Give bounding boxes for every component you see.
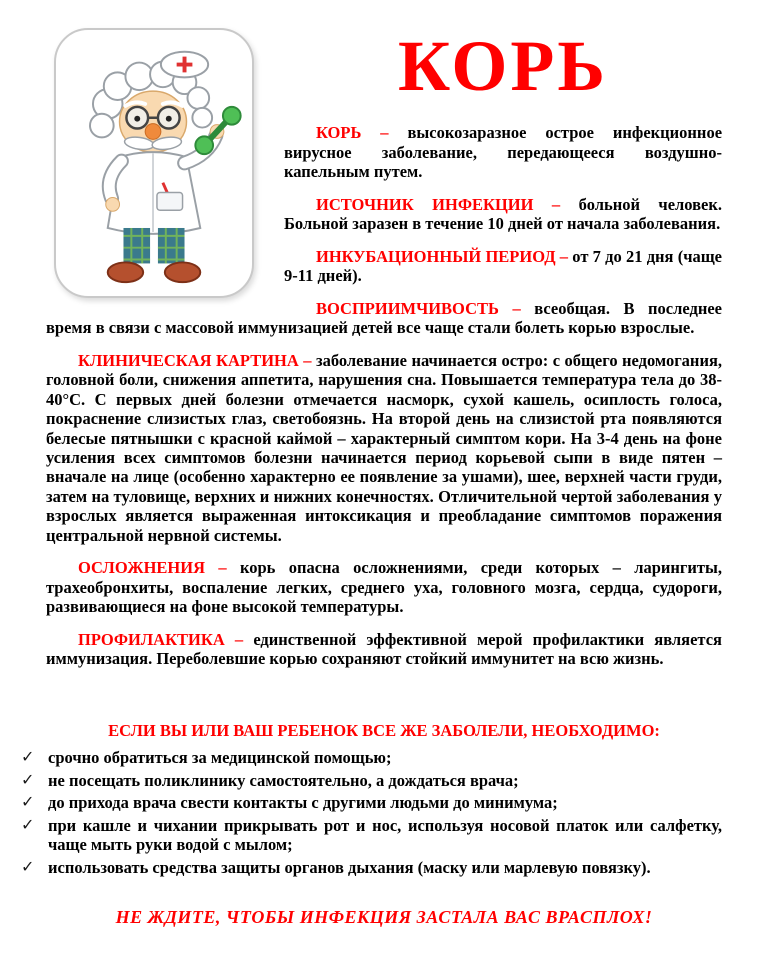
section-complications-lead: ОСЛОЖНЕНИЯ –	[78, 558, 227, 578]
check-icon: ✓	[21, 814, 35, 834]
section-complications	[46, 558, 722, 616]
checklist-item	[21, 856, 722, 877]
doctor-shoes	[108, 262, 201, 282]
checklist-item-label: срочно обратиться за медицинской помощью;	[48, 748, 392, 768]
checklist-item	[21, 769, 722, 790]
section-incubation-body: от 7 до 21 дня (чаще 9-11 дней).	[284, 246, 723, 286]
check-icon: ✓	[21, 792, 35, 812]
checklist-item-label: до прихода врача свести контакты с другими людьми до минимума;	[48, 793, 558, 813]
section-prevention-body: единственной эффективной мерой профилактики является иммунизация. Переболевшие корью сохраняют стойкий иммунитет на всю жизнь.	[46, 629, 722, 669]
check-icon: ✓	[21, 856, 35, 876]
section-source-lead: ИСТОЧНИК ИНФЕКЦИИ –	[316, 194, 561, 214]
section-clinical-picture-body: заболевание начинается остро: с общего недомогания, головной боли, снижения аппетита, нарушения сна. Повышается температура тела до 38-40°С. С первых дней болезни отмечается насморк, сухой кашель, осиплость голоса, покраснение слизистых глаз, светобоязнь. На второй день на слизистой рта появляются белесые пятнышки с красной каймой – характерный симптом кори. На 3-4 день на фоне усиления всех симптомов болезни начинается период корьевой сыпи в виде пятен – вначале на лице (особенно характерно ее появление за ушами), шее, верхней части груди, затем на туловище, верхних и нижних конечностях. Отличительной чертой заболевания у взрослых является выраженная интоксикация и преобладание симптомов поражения центральной нервной системы.	[46, 350, 722, 545]
advice-checklist	[21, 747, 722, 877]
checklist-item-label: использовать средства защиты органов дыхания (маску или марлевую повязку).	[48, 857, 651, 877]
section-susceptibility-lead: ВОСПРИИМЧИВОСТЬ –	[316, 298, 521, 318]
section-complications-body: корь опасна осложнениями, среди которых – ларингиты, трахеобронхиты, воспаление легких, среднего уха, головного мозга, сердца, судороги, развивающиеся на фоне высокой температуры.	[46, 558, 723, 617]
section-incubation-lead: ИНКУБАЦИОННЫЙ ПЕРИОД –	[316, 246, 569, 266]
section-susceptibility-body: всеобщая. В последнее время в связи с массовой иммунизацией детей все чаще стали болеть корью взрослые.	[46, 298, 722, 338]
checklist-item	[21, 792, 722, 813]
doctor-cap-icon	[161, 52, 208, 78]
section-clinical-picture-lead: КЛИНИЧЕСКАЯ КАРТИНА –	[78, 350, 312, 370]
checklist-item-label: при кашле и чихании прикрывать рот и нос, используя носовой платок или салфетку, чаще мыть руки водой с мылом;	[48, 815, 722, 855]
page-title: КОРЬ	[398, 26, 608, 106]
section-prevention-lead: ПРОФИЛАКТИКА –	[78, 629, 244, 649]
cartoon-doctor-image	[60, 35, 248, 291]
section-source-body: больной человек. Больной заразен в течение 10 дней от начала заболевания.	[284, 194, 723, 234]
check-icon: ✓	[21, 769, 35, 789]
checklist-item-label: не посещать поликлинику самостоятельно, а дождаться врача;	[48, 770, 519, 790]
section-definition-body: высокозаразное острое инфекционное вирусное заболевание, передающееся воздушно-капельным путем.	[284, 123, 723, 182]
advice-section	[21, 720, 722, 877]
checklist-item	[21, 747, 722, 768]
doctor-illustration-frame	[54, 28, 254, 298]
section-susceptibility	[46, 299, 722, 338]
doctor-nose	[145, 124, 161, 140]
check-icon: ✓	[21, 747, 35, 767]
section-clinical-picture	[46, 351, 722, 546]
section-definition-lead: КОРЬ –	[316, 123, 389, 143]
footer-warning: НЕ ЖДИТЕ, ЧТОБЫ ИНФЕКЦИЯ ЗАСТАЛА ВАС ВРАСПЛОХ!	[115, 906, 653, 927]
advice-heading: ЕСЛИ ВЫ ИЛИ ВАШ РЕБЕНОК ВСЕ ЖЕ ЗАБОЛЕЛИ, НЕОБХОДИМО:	[108, 720, 660, 740]
checklist-item	[21, 814, 722, 855]
section-prevention	[46, 630, 722, 669]
